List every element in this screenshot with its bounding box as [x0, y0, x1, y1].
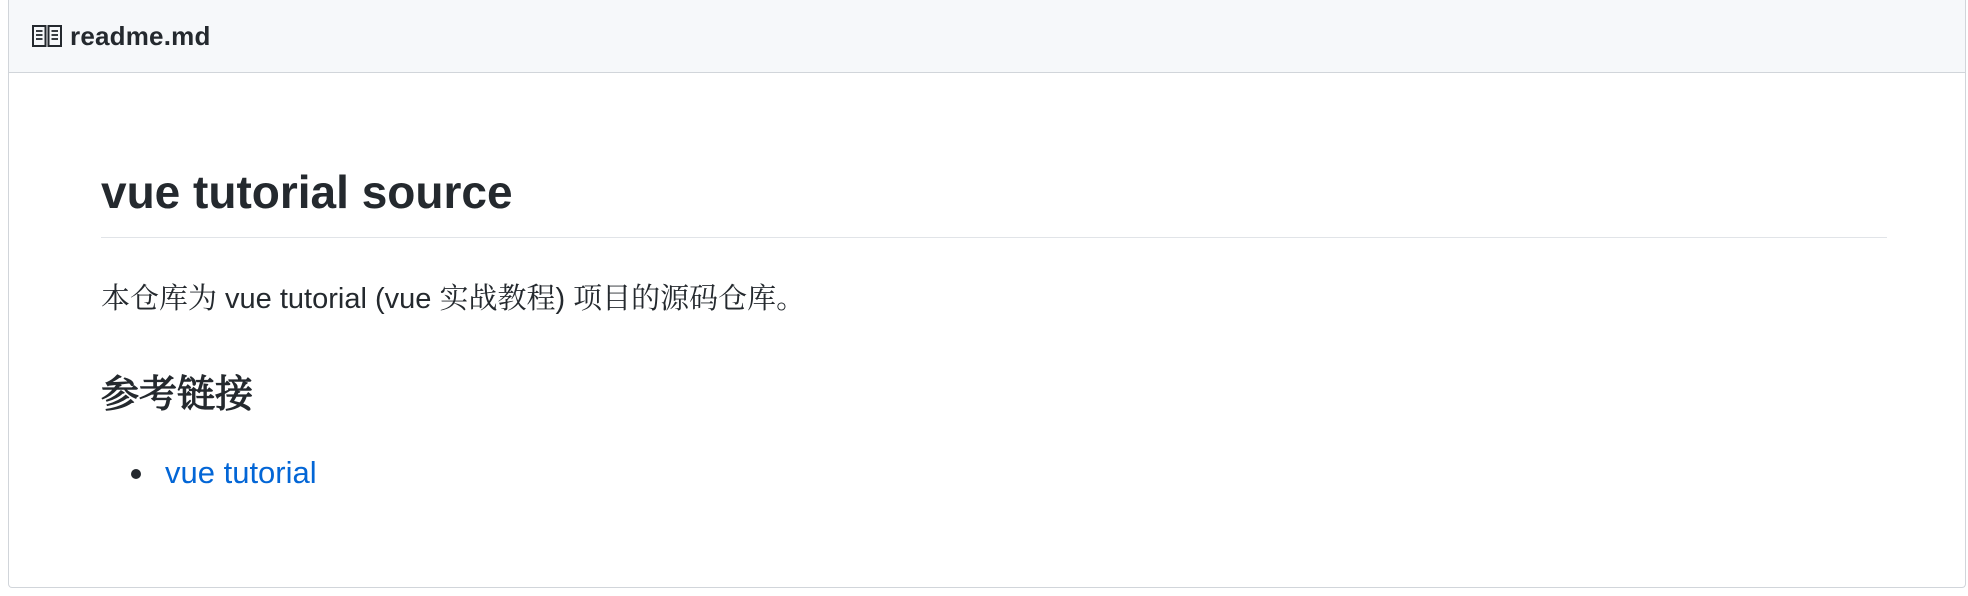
- description-paragraph: 本仓库为 vue tutorial (vue 实战教程) 项目的源码仓库。: [101, 283, 806, 315]
- heading-divider: [101, 237, 1887, 238]
- vue-tutorial-link[interactable]: vue tutorial: [165, 455, 317, 490]
- readme-filename: readme.md: [70, 20, 211, 51]
- page-title: vue tutorial source: [101, 166, 513, 218]
- book-icon: [32, 24, 62, 48]
- section-heading: 参考链接: [101, 374, 254, 416]
- readme-header: [9, 0, 1965, 73]
- reference-links-list: [101, 453, 317, 493]
- list-item: [101, 453, 317, 493]
- readme-container: [8, 0, 1966, 588]
- bullet-icon: [131, 469, 141, 479]
